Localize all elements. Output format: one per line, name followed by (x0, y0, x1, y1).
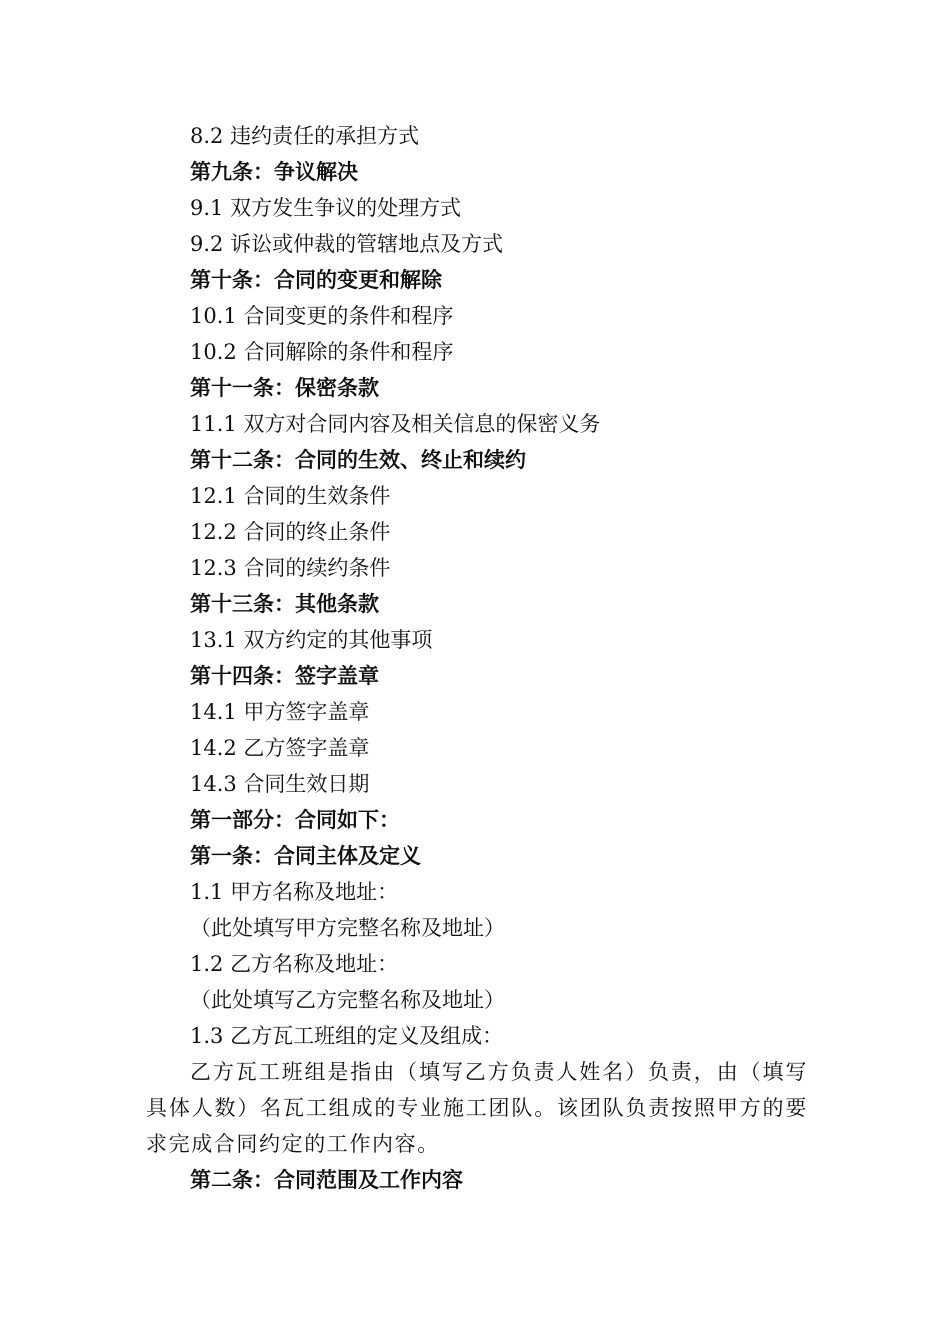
party-a-placeholder: （此处填写甲方完整名称及地址） (190, 916, 505, 940)
document-body (146, 118, 808, 1198)
clause-item-14-2: 14.2 乙方签字盖章 (190, 736, 370, 760)
clause-item-1-2: 1.2 乙方名称及地址： (190, 952, 399, 976)
clause-item-12-1: 12.1 合同的生效条件 (190, 484, 391, 508)
clause-item-14-1: 14.1 甲方签字盖章 (190, 700, 370, 724)
clause-item-9-1: 9.1 双方发生争议的处理方式 (190, 196, 462, 220)
clause-item-14-3: 14.3 合同生效日期 (190, 772, 370, 796)
article-9-heading: 第九条：争议解决 (190, 160, 358, 184)
article-13-heading: 第十三条：其他条款 (190, 592, 379, 616)
article-12-heading: 第十二条：合同的生效、终止和续约 (190, 448, 526, 472)
clause-item-12-3: 12.3 合同的续约条件 (190, 556, 391, 580)
clause-item-12-2: 12.2 合同的终止条件 (190, 520, 391, 544)
clause-item-8-2: 8.2 违约责任的承担方式 (190, 124, 420, 148)
team-definition-paragraph: 乙方瓦工班组是指由（填写乙方负责人姓名）负责，由（填写具体人数）名瓦工组成的专业施工团队。该团队负责按照甲方的要求完成合同约定的工作内容。 (146, 1060, 808, 1156)
clause-item-10-2: 10.2 合同解除的条件和程序 (190, 340, 454, 364)
party-b-placeholder: （此处填写乙方完整名称及地址） (190, 988, 505, 1012)
clause-item-1-3: 1.3 乙方瓦工班组的定义及组成： (190, 1024, 504, 1048)
clause-item-10-1: 10.1 合同变更的条件和程序 (190, 304, 454, 328)
clause-item-1-1: 1.1 甲方名称及地址： (190, 880, 399, 904)
part-1-heading: 第一部分：合同如下： (190, 808, 400, 832)
article-11-heading: 第十一条：保密条款 (190, 376, 379, 400)
article-10-heading: 第十条：合同的变更和解除 (190, 268, 442, 292)
clause-item-13-1: 13.1 双方约定的其他事项 (190, 628, 433, 652)
article-2-heading: 第二条：合同范围及工作内容 (190, 1168, 463, 1192)
clause-item-9-2: 9.2 诉讼或仲裁的管辖地点及方式 (190, 232, 504, 256)
article-1-heading: 第一条：合同主体及定义 (190, 844, 421, 868)
article-14-heading: 第十四条：签字盖章 (190, 664, 379, 688)
clause-item-11-1: 11.1 双方对合同内容及相关信息的保密义务 (190, 412, 601, 436)
